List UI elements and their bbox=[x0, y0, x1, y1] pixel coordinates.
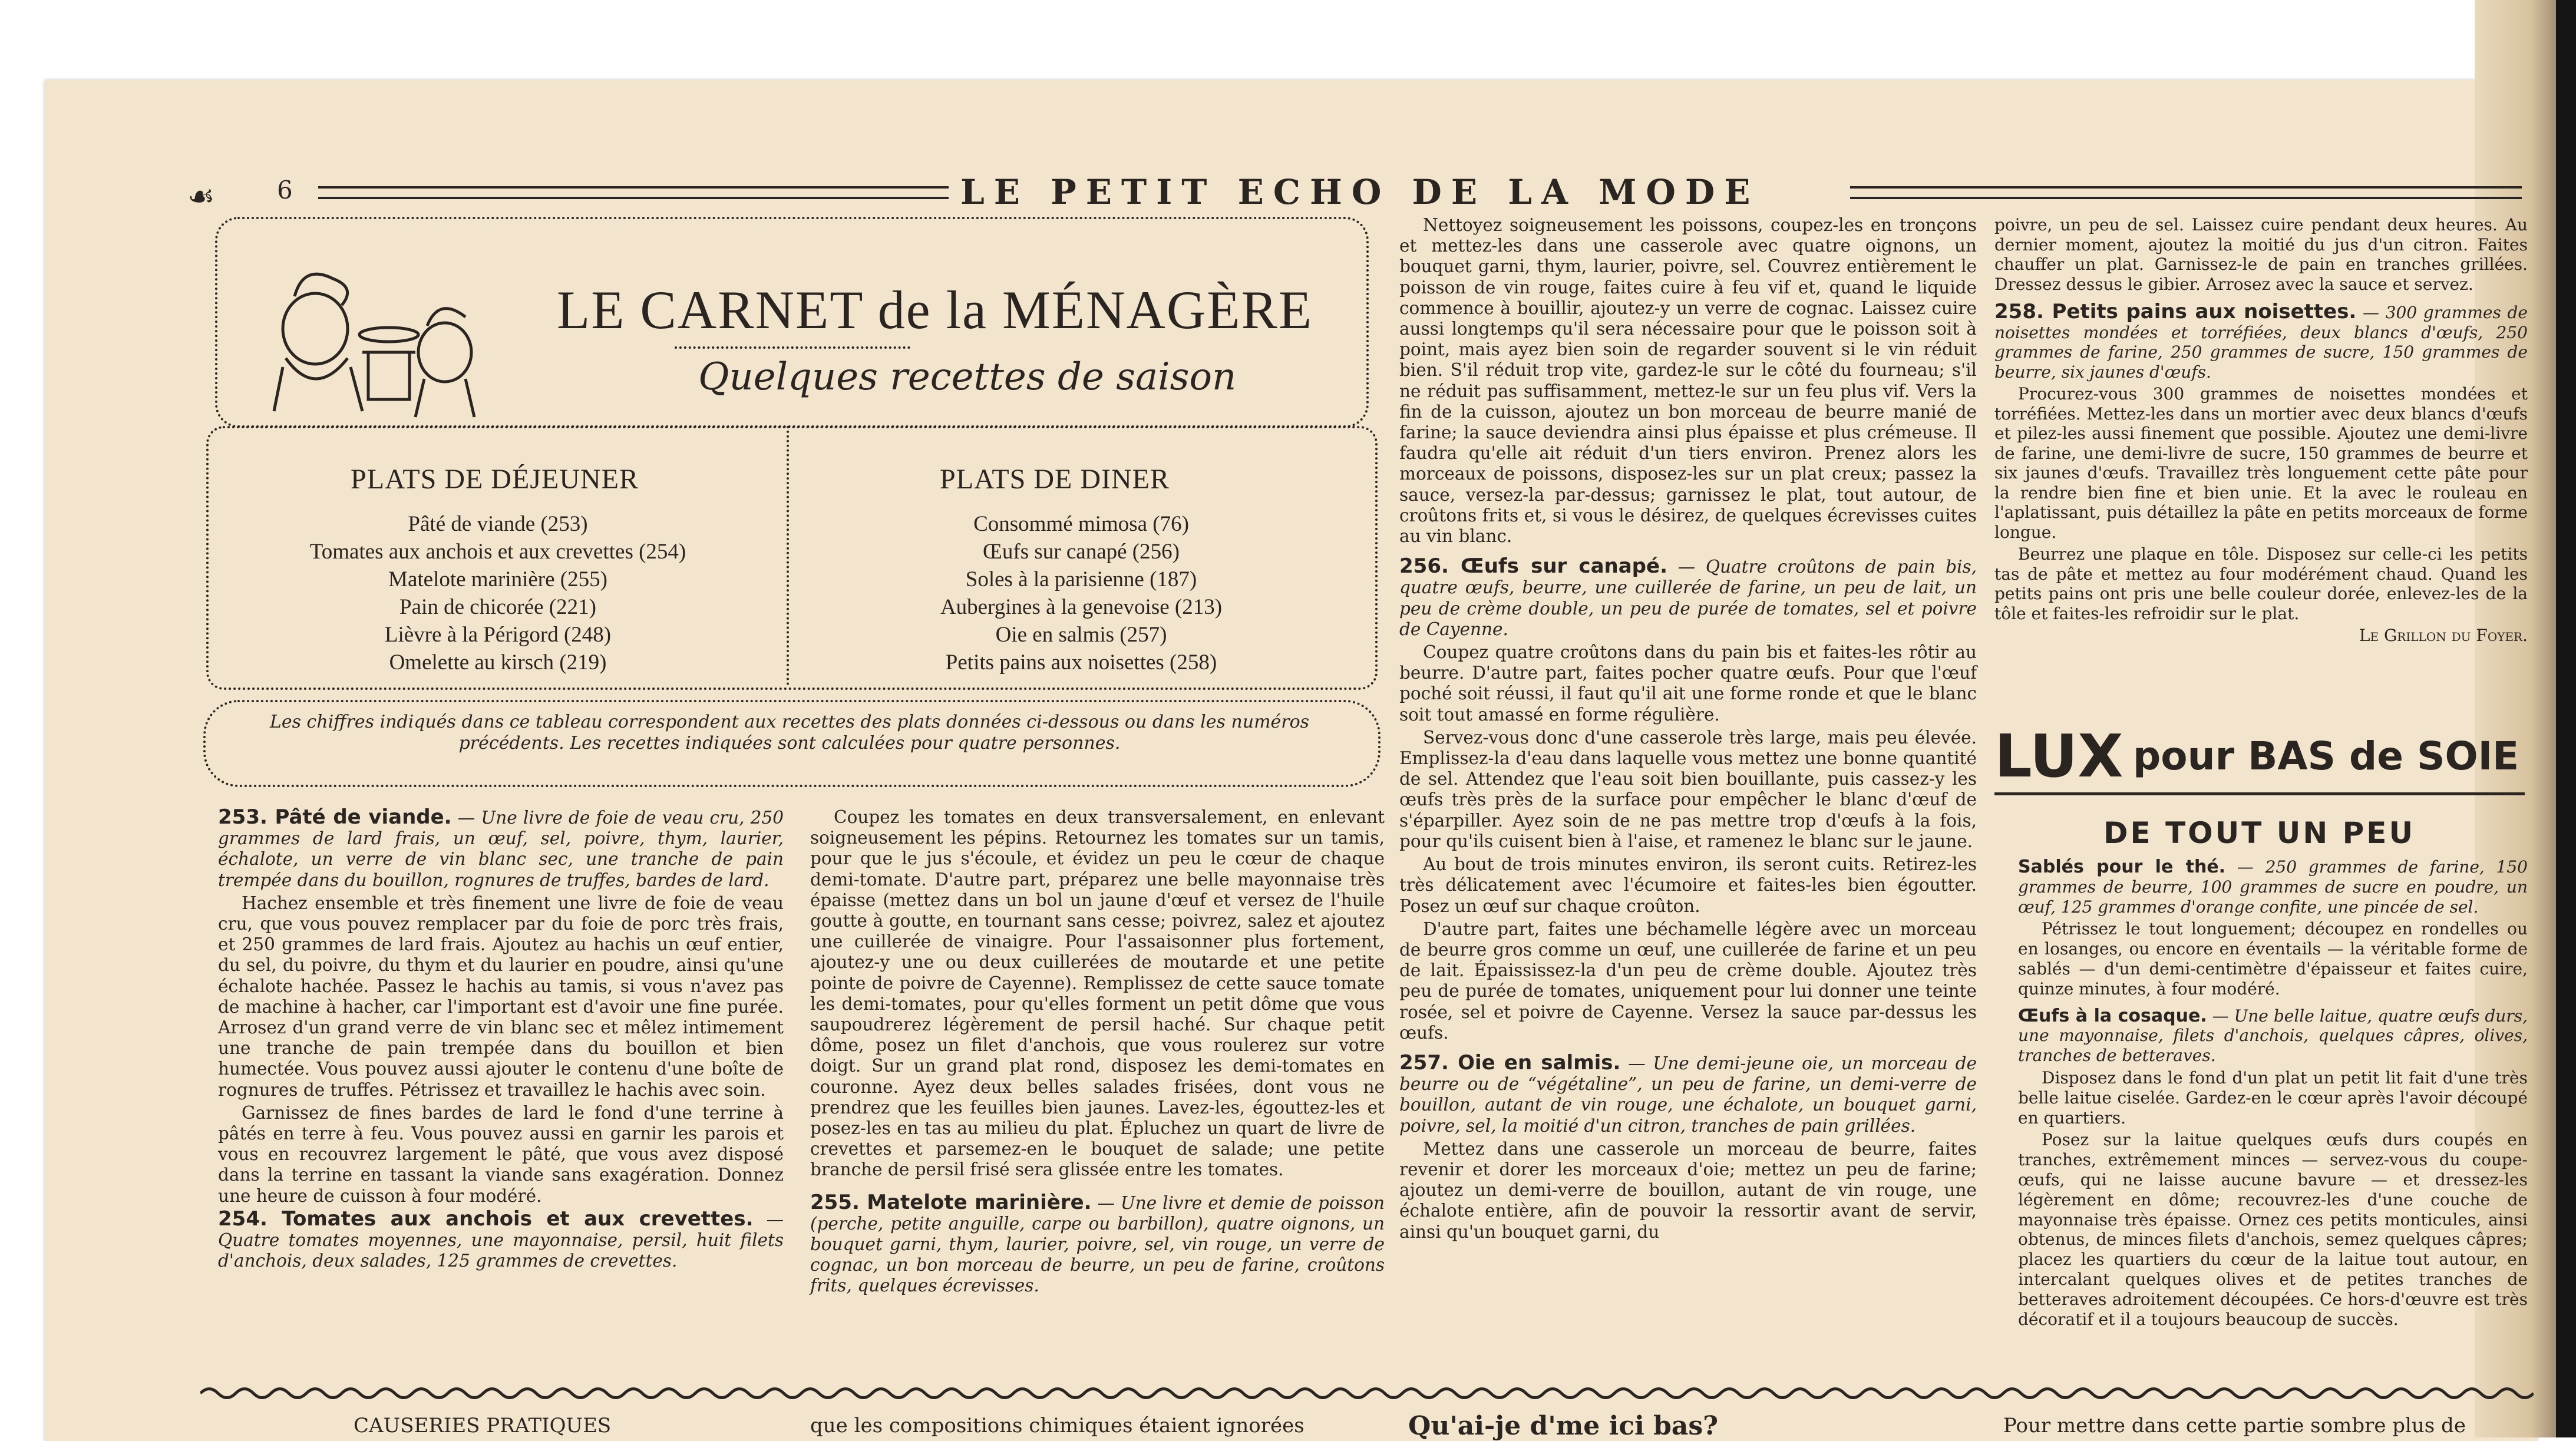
recipe-ingredients: — Une belle laitue, quatre œufs durs, une mayonnaise, filets d'anchois, quelques câpres, olives, tranches de betteraves. bbox=[2018, 1006, 2528, 1066]
column-4-top bbox=[1994, 215, 2528, 648]
recipe-ingredients: — 250 grammes de farine, 150 grammes de beurre, 100 grammes de sucre en poudre, un œuf, 125 grammes d'orange confite, une pincée de sel. bbox=[2018, 857, 2528, 917]
dejeuner-item: Lièvre à la Périgord (248) bbox=[384, 623, 612, 647]
carnet-title: LE CARNET de la MÉNAGÈRE bbox=[557, 280, 1313, 340]
diner-item: Œufs sur canapé (256) bbox=[983, 540, 1180, 564]
recipe-ingredients: — Une livre de foie de veau cru, 250 grammes de lard frais, un œuf, sel, poivre, thym, laurier, échalote, un verre de vin blanc sec, une tranche de pain trempée dans du bouillon, rognures de truffes, bardes de lard. bbox=[218, 808, 784, 890]
recipe-text: Coupez quatre croûtons dans du pain bis et faites-les rôtir au beurre. D'autre part, faites pocher quatre œufs. Pour que l'œuf poché soit réussi, il faut qu'il ait une forme ronde et que le blanc soit tout amassé en forme régulière. bbox=[1399, 642, 1977, 725]
recipe-ingredients: — Quatre tomates moyennes, une mayonnaise, persil, huit filets d'anchois, deux salades, 125 grammes de crevettes. bbox=[218, 1209, 784, 1271]
recipe-heading: 258. Petits pains aux noisettes. bbox=[1994, 300, 2357, 323]
recipe-text: Disposez dans le fond d'un plat un petit lit fait d'une très belle laitue ciselée. Gardez-en le cœur après l'avoir découpé en quartiers. bbox=[2018, 1067, 2528, 1128]
diner-list bbox=[816, 510, 1346, 676]
column-4-bottom bbox=[2018, 857, 2528, 1331]
column-1 bbox=[218, 807, 784, 1274]
recipe-text: Procurez-vous 300 grammes de noisettes mondées et torréfiées. Mettez-les dans un mortier avec deux blancs d'œufs et pilez-les aussi finement que possible. Ajoutez une demi-livre de farine, une demi-livre de sucre, 150 grammes de beurre et six jaunes d'œufs. Travaillez très longuement cette pâte pour la rendre bien fine et bien unie. Et la avec le rouleau en l'aplatissant, puis détaillez la pâte en petits morceaux de forme longue. bbox=[1994, 384, 2528, 542]
column-3 bbox=[1399, 215, 1977, 1245]
diner-item: Consommé mimosa (76) bbox=[973, 512, 1189, 536]
recipe-ingredients: — Une livre et demie de poisson (perche, petite anguille, carpe ou barbillon), quatre oignons, un bouquet garni, thym, laurier, poivre, sel, vin rouge, un verre de cognac, un bon morceau de beurre, un peu de farine, croûtons frits, quelques écrevisses. bbox=[810, 1192, 1385, 1296]
menu-divider bbox=[787, 426, 789, 685]
recipe-253 bbox=[218, 807, 784, 891]
recipe-heading: 253. Pâté de viande. bbox=[218, 805, 452, 829]
ad-rule bbox=[1994, 792, 2525, 795]
diner-item: Aubergines à la genevoise (213) bbox=[940, 595, 1223, 619]
page-number: 6 bbox=[277, 176, 293, 204]
section-title: DE TOUT UN PEU bbox=[2103, 816, 2416, 850]
page-edge-shadow bbox=[2556, 0, 2576, 1437]
diner-item: Oie en salmis (257) bbox=[995, 623, 1167, 647]
masthead-rule-left bbox=[318, 186, 949, 199]
recipe-255 bbox=[810, 1192, 1385, 1297]
recipe-254 bbox=[218, 1209, 784, 1272]
recipe-257 bbox=[1399, 1050, 1977, 1136]
recipe-heading: 254. Tomates aux anchois et aux crevettes. bbox=[218, 1207, 754, 1231]
recipe-heading: 257. Oie en salmis. bbox=[1399, 1050, 1621, 1075]
next-heading: Qu'ai-je d'me ici bas? bbox=[1408, 1411, 1718, 1441]
next-text: Pour mettre dans cette partie sombre plus de bbox=[2003, 1414, 2466, 1437]
lux-tagline: pour BAS de SOIE bbox=[2133, 733, 2519, 779]
fleuron-icon: ☙ bbox=[187, 179, 215, 214]
recipe-text: D'autre part, faites une béchamelle légère avec un morceau de beurre gros comme un œuf, une cuillerée de farine et un peu de lait. Épaississez-la d'un peu de crème double. Ajoutez très peu de purée de tomates, uniquement pour lui donner une teinte rosée, sel et poivre de Cayenne. Versez la sauce par-dessus les œufs. bbox=[1399, 918, 1977, 1043]
carnet-box bbox=[203, 217, 1376, 800]
recipe-text: Nettoyez soigneusement les poissons, coupez-les en tronçons et mettez-les dans une casserole avec quatre oignons, un bouquet garni, thym, laurier, poivre, sel. Couvrez entièrement le poisson de vin rouge, faites cuire à feu vif et, quand le liquide commence à bouillir, ajoutez-y un verre de cognac. Laissez cuire aussi longtemps qu'il sera nécessaire pour que le poisson soit à point, mais ayez bien soin de regarder souvent si le vin réduit bien. S'il réduit trop vite, gardez-le sur le côté du fourneau; s'il ne réduit pas suffisamment, mettez-le sur un feu plus vif. Vers la fin de la cuisson, ajoutez un bon morceau de beurre manié de farine; la sauce deviendra ainsi plus épaisse et plus crémeuse. Il faudra qu'elle ait réduit d'un tiers environ. Prenez alors les morceaux de poissons, disposez-les sur un plat creux; passez la sauce, versez-la par-dessus; garnissez le plat, tout autour, de croûtons frits et, si vous le désirez, de quelques écrevisses cuites au vin blanc. bbox=[1399, 215, 1977, 547]
recipe-heading: 256. Œufs sur canapé. bbox=[1399, 554, 1667, 579]
dejeuner-item: Matelote marinière (255) bbox=[388, 567, 607, 591]
column-2 bbox=[810, 807, 1385, 1299]
recipe-text: Servez-vous donc d'une casserole très large, mais peu élevée. Emplissez-la d'eau dans laquelle vous mettez une bonne quantité de sel. Attendez que l'eau soit bien bouillante, puis cassez-y les œufs très près de la surface pour empêcher le blanc d'œuf de s'éparpiller. Ayez soin de ne pas mettre trop d'œufs à la fois, pour qu'ils cuisent bien à l'aise, et ramenez le blanc sur le jaune. bbox=[1399, 727, 1977, 851]
recipe-ingredients: — Une demi-jeune oie, un morceau de beurre ou de “végétaline”, un peu de farine, un demi-verre de bouillon, autant de vin rouge, une échalote, un bouquet garni, poivre, sel, la moitié d'un citron, tranches de pain grillées. bbox=[1399, 1053, 1977, 1136]
diner-heading: PLATS DE DINER bbox=[940, 464, 1170, 495]
recipe-ingredients: — Quatre croûtons de pain bis, quatre œufs, beurre, une cuillerée de farine, un peu de lait, un peu de crème double, un peu de purée de tomates, sel et poivre de Cayenne. bbox=[1399, 557, 1977, 639]
dejeuner-heading: PLATS DE DÉJEUNER bbox=[351, 464, 639, 495]
masthead bbox=[187, 171, 2528, 214]
title-underline bbox=[675, 346, 910, 349]
recipe-text: Hachez ensemble et très finement une livre de foie de veau cru, que vous pouvez remplacer par du foie de porc très frais, et 250 grammes de lard frais. Ajoutez au hachis un œuf entier, du sel, du poivre, du thym et du laurier en poudre, ainsi qu'une échalote hachée. Passez le hachis au tamis, si vous n'avez pas de machine à hacher, car l'important est d'avoir une fine purée. Arrosez d'un grand verre de vin blanc sec et mêlez intimement une tranche de pain trempée dans du bouillon et bien humectée. Vous pouvez aussi ajouter le contenu d'une boîte de rognures de truffes. Pétrissez et travaillez le hachis avec soin. bbox=[218, 893, 784, 1100]
lux-brand: LUX bbox=[1994, 722, 2123, 791]
recipe-heading: 255. Matelote marinière. bbox=[810, 1190, 1092, 1214]
next-section-heading: CAUSERIES PRATIQUES bbox=[354, 1414, 612, 1437]
dejeuner-list bbox=[239, 510, 757, 676]
recipe-text: Garnissez de fines bardes de lard le fond d'une terrine à pâtés en terre à feu. Vous pouvez aussi en garnir les parois et vous en recouvrez largement le pâté, que vous avez disposé dans la terrine en tassant la viande sans exagération. Donnez une heure de cuisson à four modéré. bbox=[218, 1102, 784, 1206]
dejeuner-item: Tomates aux anchois et aux crevettes (254) bbox=[309, 540, 686, 564]
next-text: que les compositions chimiques étaient ignorées bbox=[810, 1414, 1304, 1437]
masthead-rule-right bbox=[1850, 186, 2522, 199]
recipe-ingredients: — 300 grammes de noisettes mondées et torréfiées, deux blancs d'œufs, 250 grammes de farine, 250 grammes de sucre, 150 grammes de beurre, six jaunes d'œufs. bbox=[1994, 303, 2528, 382]
carnet-subtitle: Quelques recettes de saison bbox=[698, 355, 1237, 399]
recipe-heading: Sablés pour le thé. bbox=[2018, 857, 2226, 877]
recipe-oeufs-cosaque bbox=[2018, 1006, 2528, 1066]
recipe-text: Posez sur la laitue quelques œufs durs coupés en tranches, extrêmement minces — servez-vous du coupe-œufs, qui ne laisse aucune bavure — et dressez-les légèrement en dôme; recouvrez-les d'une couche de mayonnaise très épaisse. Ornez ces petits monticules, ainsi obtenus, de minces filets d'anchois, semez quelques câpres; placez les quartiers du cœur de la laitue tout autour, en intercalant quelques olives et de petites tranches de betteraves adroitement découpées. Ce hors-d'œuvre est très décoratif et il a toujours beaucoup de succès. bbox=[2018, 1130, 2528, 1329]
diner-item: Petits pains aux noisettes (258) bbox=[945, 650, 1217, 675]
chefs-illustration-icon bbox=[239, 264, 510, 423]
dejeuner-item: Pâté de viande (253) bbox=[408, 512, 588, 536]
lux-advertisement bbox=[1994, 722, 2525, 798]
recipe-sables bbox=[2018, 857, 2528, 917]
recipe-text: Coupez les tomates en deux transversalement, en enlevant soigneusement les pépins. Retournez les tomates sur un tamis, pour que le jus s'écoule, et évidez un peu le cœur de chaque demi-tomate. D'autre part, préparez une belle mayonnaise très épaisse (mettez dans un bol un jaune d'œuf et versez de l'huile goutte à goutte, en tournant sans cesse; poivrez, salez et ajoutez une cuillerée de vinaigre. Pour l'assaisonner plus fortement, ajoutez-y une ou deux cuillerées de moutarde et une petite pointe de poivre de Cayenne). Remplissez de cette sauce tomate les demi-tomates, pour qu'elles forment un petit dôme que vous saupoudrerez légèrement de persil haché. Sur chaque petit dôme, posez un filet d'anchois, que vous roulerez sur votre doigt. Sur un grand plat rond, disposez les demi-tomates en couronne. Ayez deux belles salades frisées, dont vous ne prendrez que les feuilles bien jaunes. Lavez-les, égouttez-les et posez-les en tas au milieu du plat. Épluchez un quart de livre de crevettes et parsemez-en le bouquet de salade; une petite branche de persil frisé sera glissée entre les tomates. bbox=[810, 807, 1385, 1180]
dejeuner-item: Omelette au kirsch (219) bbox=[389, 650, 607, 675]
diner-item: Soles à la parisienne (187) bbox=[965, 567, 1197, 591]
dejeuner-item: Pain de chicorée (221) bbox=[399, 595, 596, 619]
recipe-heading: Œufs à la cosaque. bbox=[2018, 1005, 2207, 1026]
carnet-note: Les chiffres indiqués dans ce tableau correspondent aux recettes des plats données ci-dessous ou dans les numéros précédents. Les recettes indiquées sont calculées pour quatre personnes. bbox=[269, 712, 1310, 753]
recipe-258 bbox=[1994, 302, 2528, 382]
recipe-text: Mettez dans une casserole un morceau de beurre, faites revenir et dorer les morceaux d'oie; mettez un peu de farine; ajoutez un demi-verre de bouillon, autant de vin rouge, une échalote entière, afin de pouvoir la ressortir avant de servir, ainsi qu'un bouquet garni, du bbox=[1399, 1138, 1977, 1242]
masthead-title: LE PETIT ECHO DE LA MODE bbox=[960, 172, 1760, 212]
recipe-text: Pétrissez le tout longuement; découpez en rondelles ou en losanges, ou encore en éventails — la véritable forme de sablés — d'un demi-centimètre d'épaisseur et faites cuire, quinze minutes, à four modéré. bbox=[2018, 919, 2528, 999]
recipe-256 bbox=[1399, 556, 1977, 640]
signature: Le Grillon du Foyer. bbox=[2359, 626, 2528, 645]
recipe-text: Beurrez une plaque en tôle. Disposez sur celle-ci les petits tas de pâte et mettez au four modérément chaud. Quand les petits pains ont pris une belle couleur dorée, enlevez-les de la tôle et faites-les refroidir sur le plat. bbox=[1994, 544, 2528, 623]
recipe-text: Au bout de trois minutes environ, ils seront cuits. Retirez-les très délicatement avec l'écumoire et faites-les bien égoutter. Posez un œuf sur chaque croûton. bbox=[1399, 854, 1977, 916]
bottom-wave-rule bbox=[200, 1381, 2534, 1405]
recipe-text: poivre, un peu de sel. Laissez cuire pendant deux heures. Au dernier moment, ajoutez la moitié du jus d'un citron. Faites chauffer un plat. Garnissez-le de pain en tranches grillées. Dressez dessus le gibier. Arrosez avec la sauce et servez. bbox=[1994, 215, 2528, 294]
